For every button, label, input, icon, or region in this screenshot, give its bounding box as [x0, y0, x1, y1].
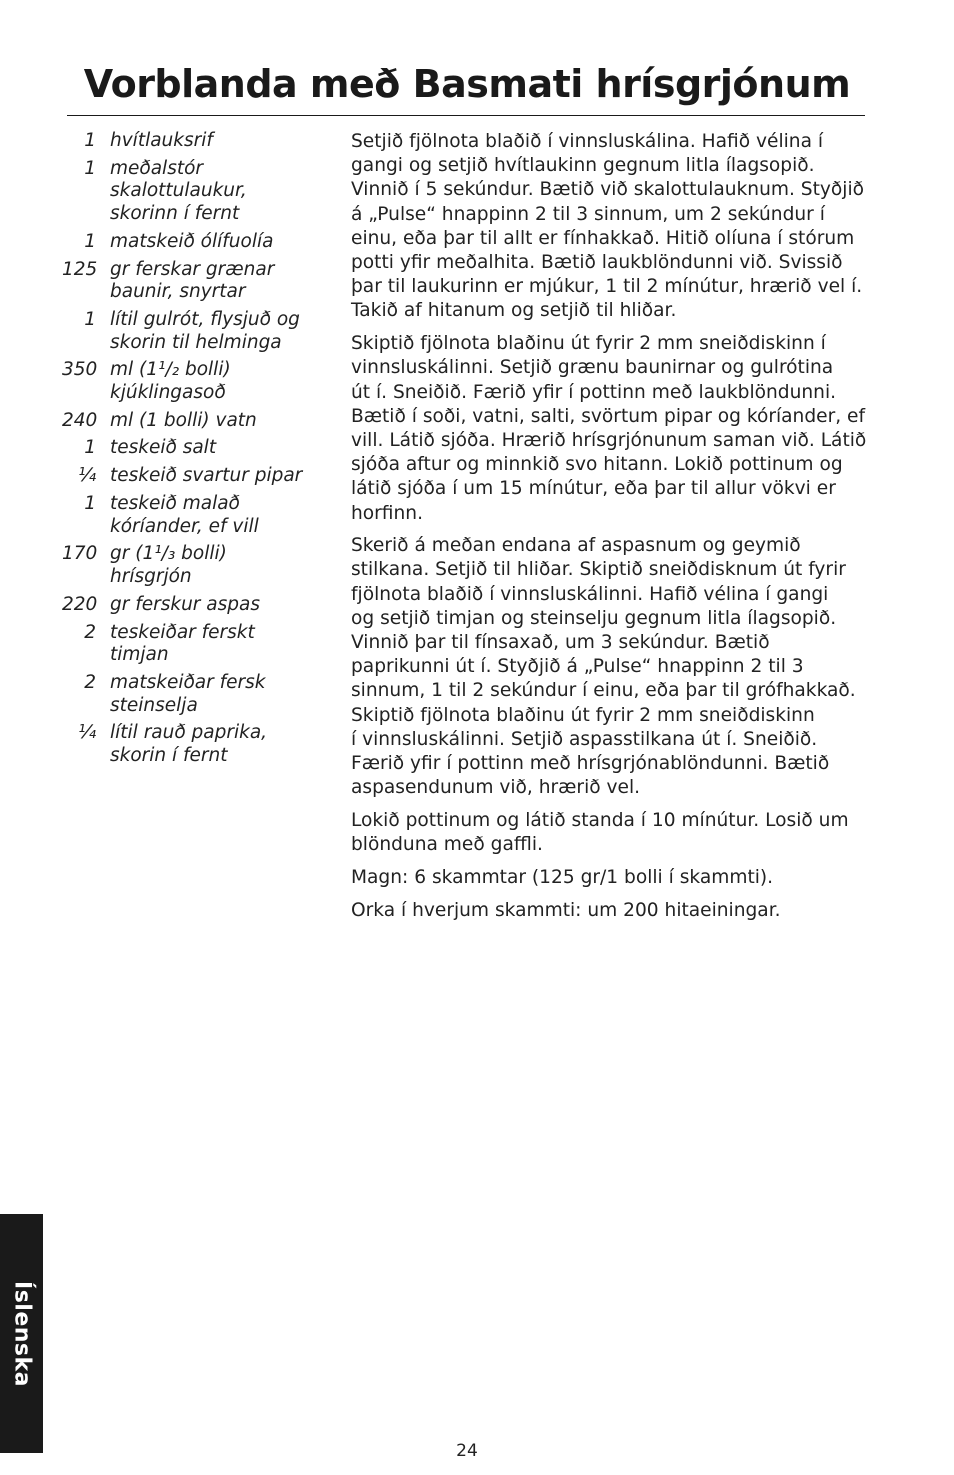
ingredient-item	[62, 594, 332, 617]
ingredient-item	[62, 309, 332, 354]
page-number: 24	[456, 1441, 478, 1461]
ingredient-text: lítil gulrót, flysjuð og skorin til helminga	[110, 308, 300, 353]
ingredient-item	[62, 231, 332, 254]
calories-text: Orka í hverjum skammti: um 200 hitaeiningar.	[351, 899, 781, 921]
ingredient-text: ml (1¹/₂ bolli) kjúklingasoð	[110, 359, 231, 403]
title-divider	[67, 115, 865, 116]
ingredient-quantity: 170	[62, 543, 98, 565]
ingredient-item	[62, 493, 332, 538]
ingredient-quantity: 240	[62, 409, 98, 431]
ingredient-quantity: 1	[84, 230, 96, 252]
ingredient-text: lítil rauð paprika, skorin í fernt	[110, 722, 268, 766]
ingredient-item	[62, 130, 332, 153]
ingredient-text: teskeiðar ferskt timjan	[110, 621, 255, 666]
method-paragraph: Lokið pottinum og látið standa í 10 mínútur. Losið um blönduna með gaffli.	[351, 809, 849, 856]
ingredient-quantity: 125	[62, 258, 98, 280]
method-paragraph: Skerið á meðan endana af aspasnum og geymið stilkana. Setjið til hliðar. Skiptið sneiðdisknum út fyrir fjölnota blaðið í vinnsluskálinni. Hafið vélina í gangi og setjið timjan og steinselju gegnum litla ílagsopið. Vinnið þar til fínsaxað, um 3 sekúndur. Bætið paprikunni út í. Styðjið á „Pulse“ hnappinn 2 til 3 sinnum, 1 til 2 sekúndur í einu, eða þar til grófhakkað. Skiptið fjölnota blaðinu út fyrir 2 mm sneiðdiskinn í vinnsluskálinni. Setjið aspasstilkana út í. Sneiðið. Færið yfir í pottinn með hrísgrjónablöndunni. Bætið aspasendunum við, hrærið vel.	[351, 535, 856, 799]
ingredient-item	[62, 672, 332, 717]
ingredient-text: matskeiðar fersk steinselja	[110, 671, 266, 716]
ingredient-quantity: ¹⁄₄	[78, 722, 96, 744]
ingredient-item	[62, 359, 332, 404]
ingredient-text: meðalstór skalottulaukur, skorinn í fernt	[110, 157, 247, 224]
ingredient-item	[62, 622, 332, 667]
ingredient-text: gr (1¹/₃ bolli) hrísgrjón	[110, 543, 227, 587]
ingredient-text: gr ferskar grænar baunir, snyrtar	[110, 258, 275, 303]
ingredient-item	[62, 410, 332, 433]
ingredient-item	[62, 437, 332, 460]
method-paragraph: Skiptið fjölnota blaðinu út fyrir 2 mm sneiðdiskinn í vinnsluskálinni. Setjið grænu baunirnar og gulrótina út í. Sneiðið. Færið yfir í pottinn með laukblöndunni. Bætið í soði, vatni, salti, svörtum pipar og kóríander, ef vill. Látið sjóða. Hrærið hrísgrjónunum saman við. Látið sjóða aftur og minnkið svo hitann. Lokið pottinum og látið sjóða í um 15 mínútur, eða þar til allur vökvi er horfinn.	[351, 333, 867, 524]
language-tab-label: Íslenska	[9, 1280, 34, 1387]
ingredient-text: teskeið svartur pipar	[110, 465, 303, 487]
method-paragraph: Setjið fjölnota blaðið í vinnsluskálina. Hafið vélina í gangi og setjið hvítlaukinn gegnum litla ílagsopið. Vinnið í 5 sekúndur. Bætið við skalottulauknum. Styðjið á „Pulse“ hnappinn 2 til 3 sinnum, um 2 sekúndur í einu, eða þar til allt er fínhakkað. Hitið olíuna í stórum potti yfir meðalhita. Bætið laukblöndunni við. Svissið þar til laukurinn er mjúkur, 1 til 2 mínútur, hrærið vel í. Takið af hitanum og setjið til hliðar.	[351, 131, 864, 322]
ingredient-item	[62, 722, 332, 767]
method-text	[351, 130, 871, 931]
ingredient-text: teskeið malað kóríander, ef vill	[110, 493, 259, 537]
ingredient-list	[62, 130, 332, 773]
ingredient-quantity: 220	[62, 593, 98, 615]
ingredient-quantity: 1	[84, 308, 96, 330]
ingredient-item	[62, 259, 332, 304]
ingredient-quantity: 350	[62, 359, 98, 381]
ingredient-quantity: 1	[84, 437, 96, 459]
ingredient-quantity: 2	[84, 621, 96, 643]
ingredient-quantity: 1	[84, 130, 96, 151]
ingredient-quantity: 2	[84, 671, 96, 693]
ingredient-item	[62, 465, 332, 488]
ingredient-quantity: 1	[84, 157, 96, 179]
page-title: Vorblanda með Basmati hrísgrjónum	[83, 62, 851, 106]
ingredient-text: gr ferskur aspas	[110, 593, 260, 615]
ingredient-item	[62, 543, 332, 588]
ingredient-text: teskeið salt	[110, 437, 217, 459]
ingredient-text: matskeið ólífuolía	[110, 230, 274, 252]
ingredient-text: hvítlauksrif	[110, 130, 213, 151]
ingredient-item	[62, 158, 332, 226]
yield-text: Magn: 6 skammtar (125 gr/1 bolli í skammti).	[351, 866, 774, 888]
ingredient-text: ml (1 bolli) vatn	[110, 409, 257, 431]
ingredient-quantity: 1	[84, 493, 96, 514]
language-tab	[0, 1214, 43, 1453]
ingredient-quantity: ¹⁄₄	[78, 465, 96, 487]
